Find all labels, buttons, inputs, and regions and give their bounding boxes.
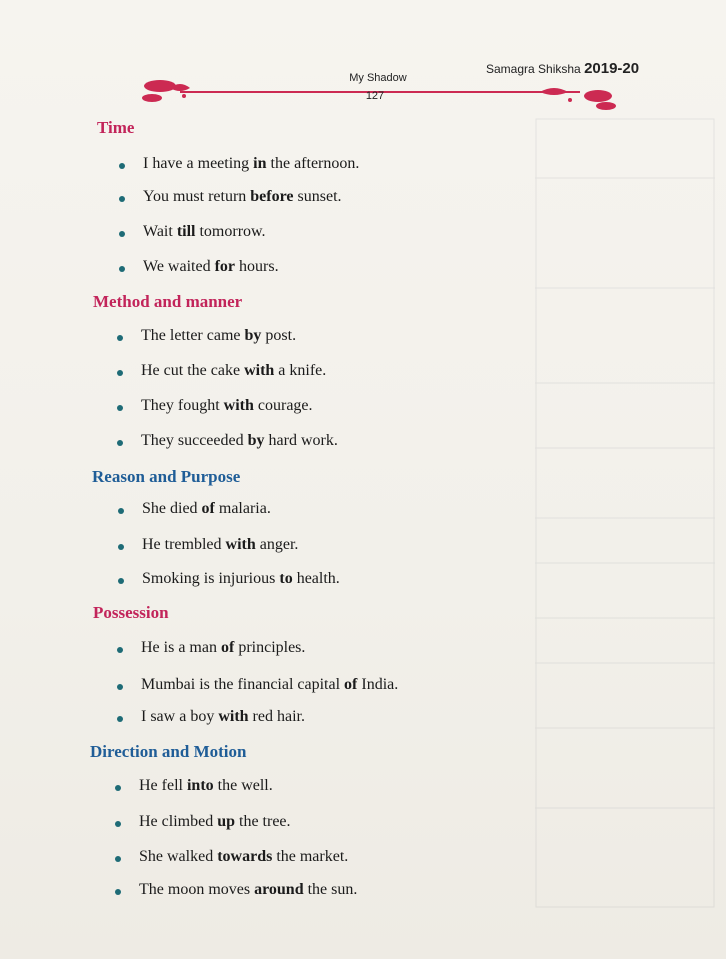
sentence-text: She died [142,500,202,517]
example-sentence [139,777,273,795]
bullet-dot-icon [119,266,125,272]
sentence-text: I saw a boy [141,708,219,725]
sentence-text: He cut the cake [141,362,245,379]
sentence-text: the sun. [303,881,358,898]
example-sentence [141,327,296,345]
sentence-text: Wait [143,223,177,240]
sentence-text: He fell [139,777,187,794]
sentence-text: She walked [139,848,218,865]
sentence-text: Smoking is injurious [142,570,280,587]
preposition: to [279,570,293,587]
chapter-title: My Shadow [349,72,407,84]
preposition: with [244,362,275,379]
sentence-text: anger. [255,536,299,553]
sentence-text: the tree. [235,813,291,830]
series-brand [486,60,639,77]
preposition: by [247,432,265,449]
sentence-text: They fought [141,397,224,414]
example-sentence [142,500,271,518]
sentence-text: health. [292,570,340,587]
sentence-text: I have a meeting [143,155,254,172]
bullet-dot-icon [115,889,121,895]
example-sentence [142,536,298,554]
bullet-dot-icon [117,684,123,690]
example-sentence [143,188,342,206]
bullet-dot-icon [119,196,125,202]
section-heading: Possession [93,603,169,622]
section-heading: Method and manner [93,292,243,311]
bullet-dot-icon [119,231,125,237]
sentence-text: India. [357,676,399,693]
preposition: before [250,188,294,205]
sentence-text: the market. [272,848,349,865]
sentence-text: courage. [253,397,313,414]
preposition: with [223,397,254,414]
bullet-dot-icon [118,544,124,550]
section-heading: Time [97,118,135,137]
sentence-text: principles. [234,639,306,656]
sentence-text: We waited [143,258,215,275]
preposition: by [244,327,262,344]
sentence-text: tomorrow. [195,223,266,240]
sentence-text: red hair. [248,708,305,725]
bullet-dot-icon [117,370,123,376]
sentence-text: hours. [235,258,279,275]
sentence-text: The letter came [141,327,245,344]
sentence-text: They succeeded [141,432,248,449]
sentence-text: He is a man [141,639,221,656]
sentence-text: malaria. [214,500,271,517]
sentence-text: The moon moves [139,881,255,898]
preposition: into [186,777,214,794]
example-sentence [141,362,326,380]
preposition: with [225,536,256,553]
bullet-dot-icon [117,405,123,411]
brand-year: 2019-20 [584,60,640,77]
example-sentence [141,397,313,415]
preposition: up [217,813,235,830]
preposition: till [176,223,196,240]
sentence-text: Mumbai is the financial capital [141,676,345,693]
page-number: 127 [365,90,385,102]
sentence-text: post. [261,327,297,344]
example-sentence [141,708,305,726]
show-through-table [535,118,715,908]
preposition: in [253,155,267,172]
example-sentence [139,813,291,831]
sentence-text: the well. [213,777,273,794]
example-sentence [141,432,338,450]
bullet-dot-icon [118,578,124,584]
preposition: of [344,676,358,693]
preposition: of [201,500,215,517]
example-sentence [139,881,357,899]
section-heading: Reason and Purpose [92,467,241,486]
sentence-text: sunset. [293,188,342,205]
sentence-text: You must return [143,188,251,205]
bullet-dot-icon [115,821,121,827]
section-heading: Direction and Motion [90,742,247,761]
bullet-dot-icon [119,163,125,169]
bullet-dot-icon [117,335,123,341]
bullet-dot-icon [117,647,123,653]
preposition: with [218,708,249,725]
example-sentence [142,570,340,588]
example-sentence [143,258,279,276]
sentence-text: hard work. [264,432,338,449]
bullet-dot-icon [117,440,123,446]
brand-name: Samagra Shiksha [486,62,581,76]
bullet-dot-icon [117,716,123,722]
example-sentence [139,848,348,866]
example-sentence [141,639,305,657]
preposition: towards [217,848,273,865]
sentence-text: He trembled [142,536,226,553]
example-sentence [143,223,266,241]
preposition: for [214,258,236,275]
sentence-text: the afternoon. [266,155,360,172]
bullet-dot-icon [118,508,124,514]
preposition: of [220,639,235,656]
example-sentence [141,676,398,694]
bullet-dot-icon [115,785,121,791]
sentence-text: He climbed [139,813,218,830]
bullet-dot-icon [115,856,121,862]
example-sentence [143,155,359,173]
sentence-text: a knife. [274,362,327,379]
preposition: around [254,881,304,898]
